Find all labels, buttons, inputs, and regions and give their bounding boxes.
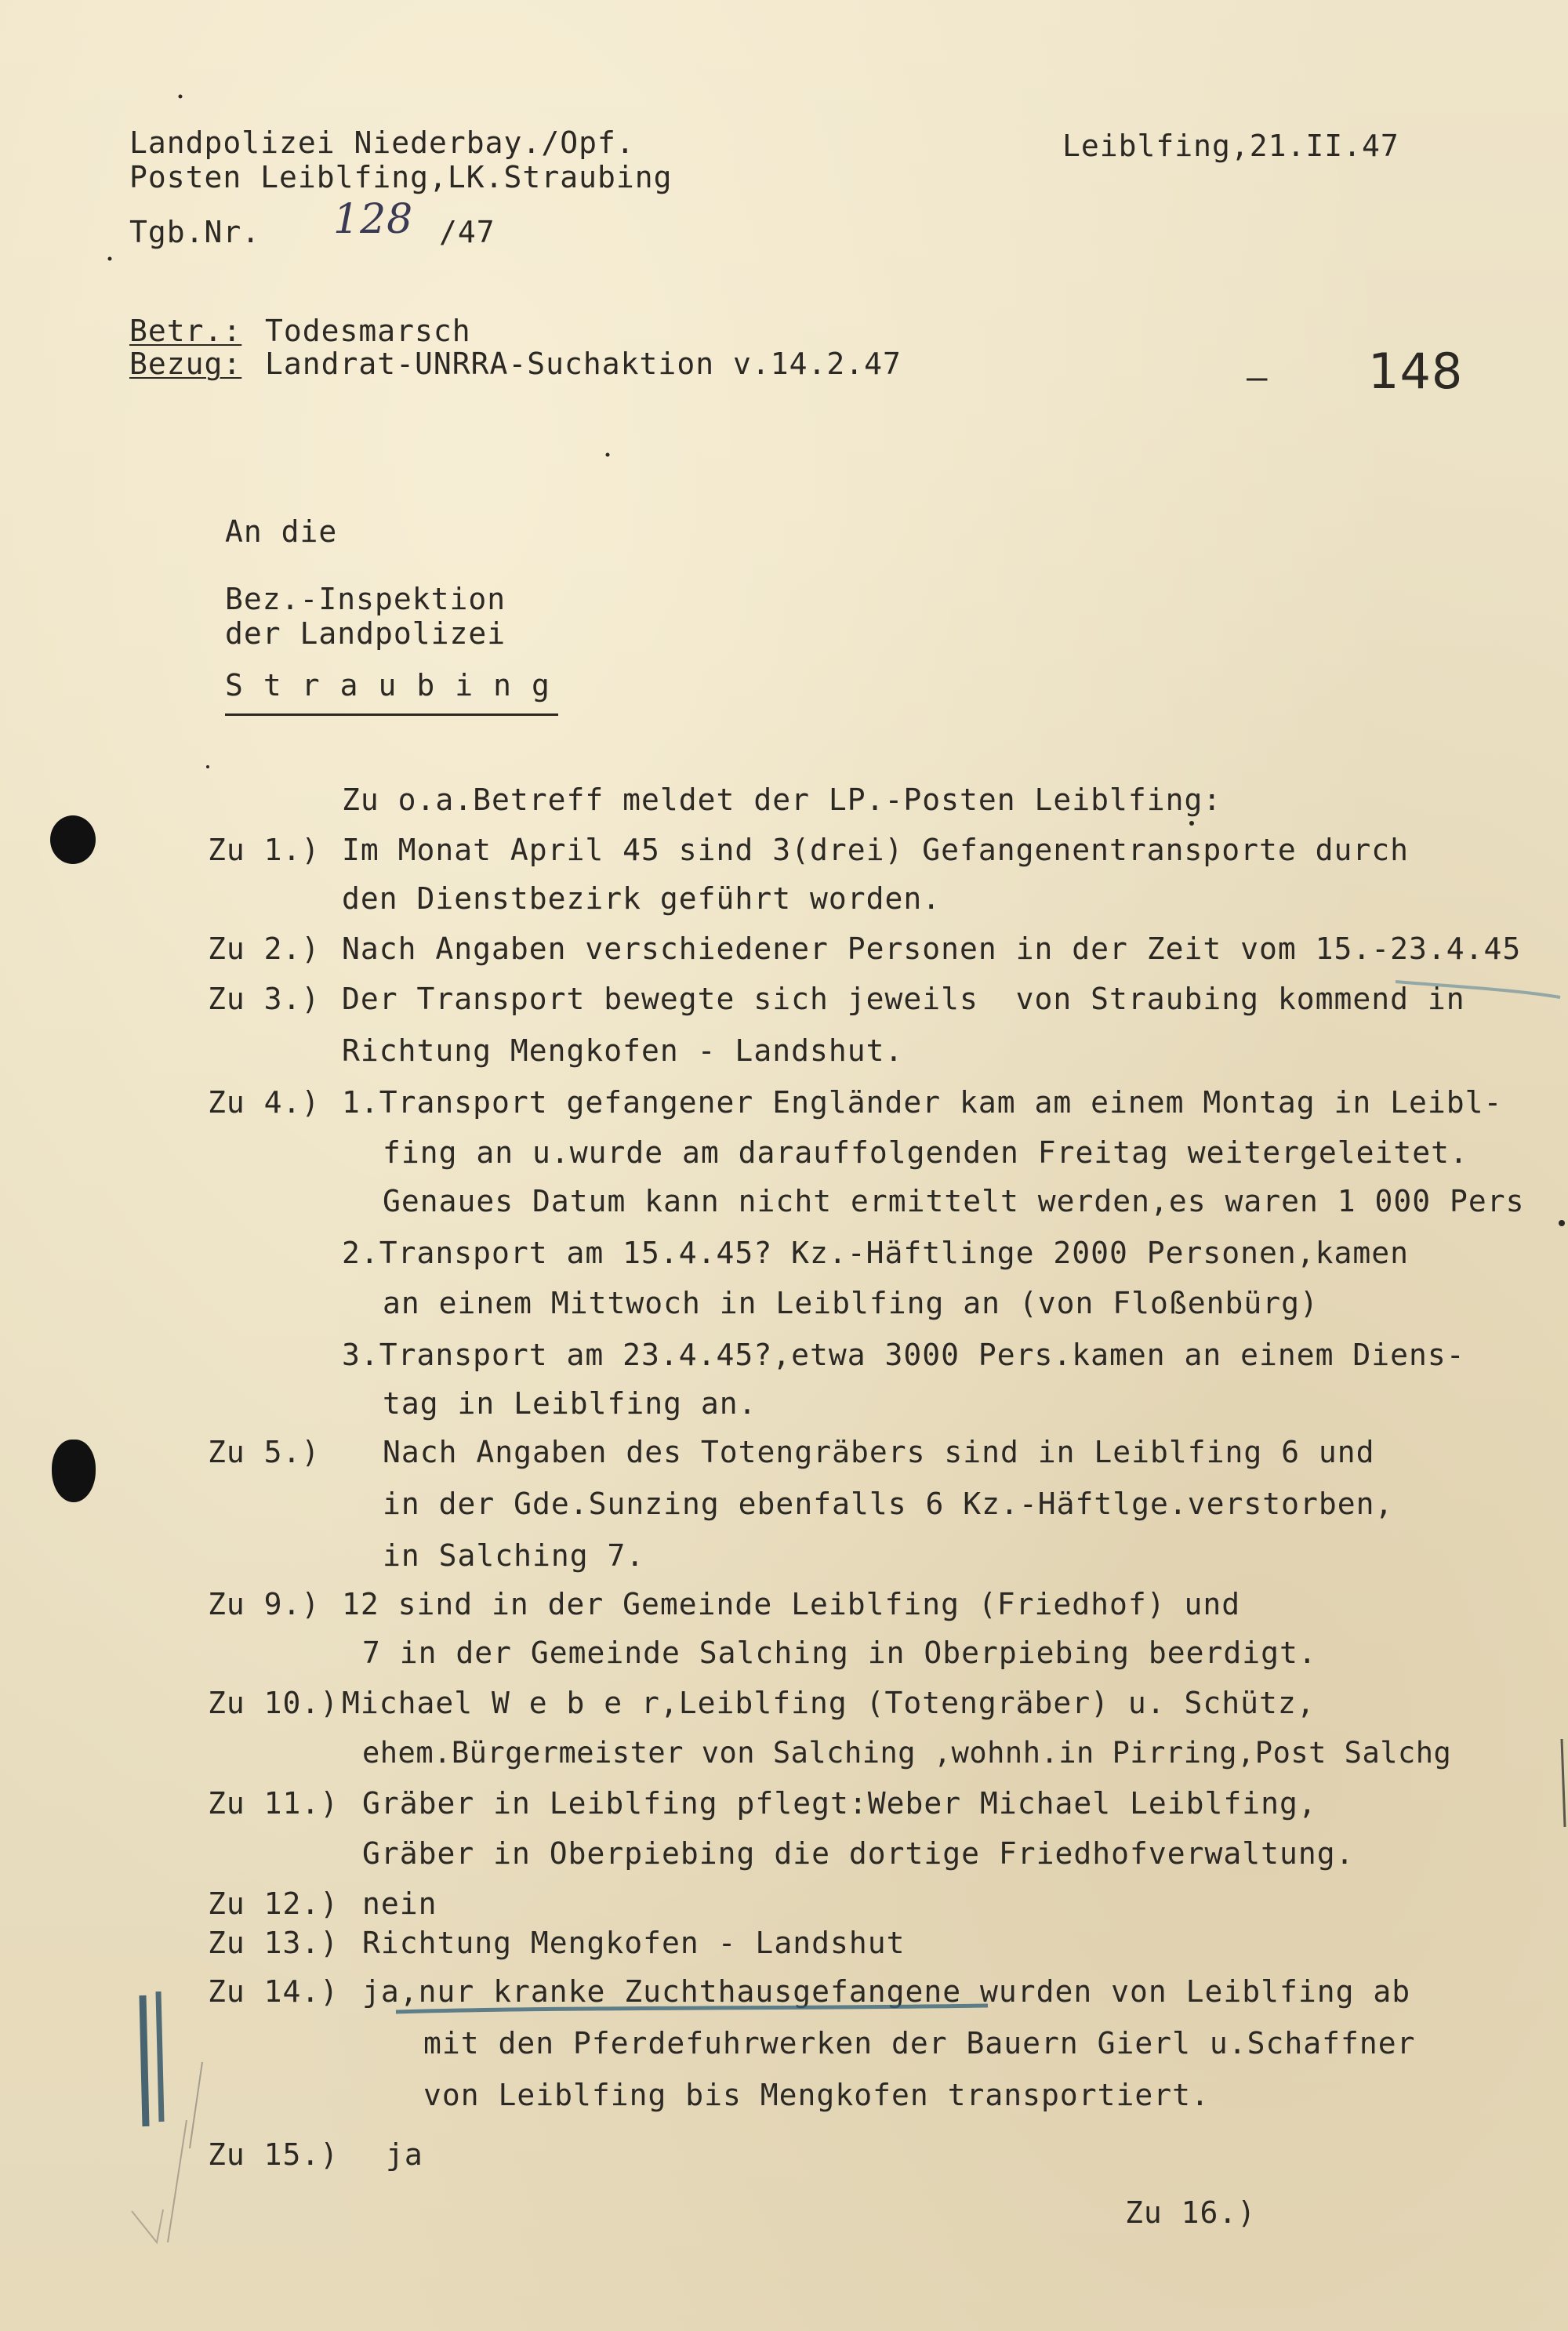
item-label: Zu 15.) (208, 2137, 339, 2172)
item-text: Michael W e b e r,Leiblfing (Totengräber) u. Schütz, (342, 1686, 1316, 1720)
sender-line-1: Landpolizei Niederbay./Opf. (129, 125, 635, 160)
footer-continuation: Zu 16.) (1125, 2195, 1257, 2230)
item-text: 7 in der Gemeinde Salching in Oberpiebing beerdigt. (362, 1636, 1317, 1670)
item-text: Nach Angaben verschiedener Personen in der Zeit vom 15.-23.4.45 (342, 931, 1522, 966)
item-text: fing an u.wurde am darauffolgenden Freitag weitergeleitet. (383, 1135, 1468, 1170)
item-text: Gräber in Oberpiebing die dortige Friedhofverwaltung. (362, 1836, 1355, 1871)
tgb-year: /47 (439, 215, 495, 249)
item-text: mit den Pferdefuhrwerken der Bauern Gierl u.Schaffner (423, 2026, 1416, 2061)
speck (179, 95, 183, 99)
tgb-label: Tgb.Nr. (129, 215, 261, 249)
item-text: Nach Angaben des Totengräbers sind in Leiblfing 6 und (383, 1435, 1375, 1469)
recipient-city: Straubing (225, 668, 570, 703)
bezug-text: Landrat-UNRRA-Suchaktion v.14.2.47 (265, 347, 902, 381)
item-text: Genaues Datum kann nicht ermittelt werden,es waren 1 000 Pers (383, 1184, 1525, 1218)
margin-bar (158, 1992, 162, 2122)
recipient-line-1: An die (225, 514, 338, 549)
item-text: ja,nur kranke Zuchthausgefangene wurden von Leiblfing ab (362, 1974, 1411, 2009)
betr-text: Todesmarsch (265, 314, 471, 348)
sender-line-2: Posten Leiblfing,LK.Straubing (129, 160, 673, 194)
page-number-dash: – (1247, 358, 1269, 398)
item-text: Richtung Mengkofen - Landshut (362, 1926, 906, 1960)
page-number: 148 (1368, 343, 1464, 400)
item-label: Zu 13.) (208, 1926, 339, 1960)
item-label: Zu 9.) (208, 1587, 321, 1621)
edge-mark (1562, 1739, 1565, 1827)
recipient-line-3: der Landpolizei (225, 616, 506, 651)
place-date: Leiblfing,21.II.47 (1062, 129, 1399, 163)
item-label: Zu 4.) (208, 1085, 321, 1120)
speck (1189, 821, 1194, 826)
item-text: Der Transport bewegte sich jeweils von Straubing kommend in (342, 982, 1465, 1016)
betr-label: Betr.: (129, 314, 242, 348)
margin-bar (143, 1995, 146, 2126)
item-text: ja (386, 2137, 423, 2172)
item-text: 3.Transport am 23.4.45?,etwa 3000 Pers.kamen an einem Diens- (342, 1338, 1465, 1372)
item-text: Gräber in Leiblfing pflegt:Weber Michael Leiblfing, (362, 1786, 1317, 1821)
pencil-underline (396, 2006, 988, 2012)
pencil-stroke (1396, 982, 1560, 997)
speck (1559, 1220, 1565, 1226)
item-label: Zu 14.) (208, 1974, 339, 2009)
item-text: Richtung Mengkofen - Landshut. (342, 1033, 904, 1068)
margin-line (168, 2120, 187, 2242)
item-text: Im Monat April 45 sind 3(drei) Gefangenentransporte durch (342, 833, 1410, 867)
item-label: Zu 10.) (208, 1686, 339, 1720)
speck (108, 257, 112, 261)
intro-text: Zu o.a.Betreff meldet der LP.-Posten Leiblfing: (342, 782, 1222, 817)
item-label: Zu 12.) (208, 1886, 339, 1921)
item-label: Zu 1.) (208, 833, 321, 867)
item-text: 1.Transport gefangener Engländer kam am einem Montag in Leibl- (342, 1085, 1503, 1120)
item-text: 2.Transport am 15.4.45? Kz.-Häftlinge 2000 Personen,kamen (342, 1236, 1410, 1270)
tgb-handwritten-number: 128 (333, 196, 414, 243)
bezug-label: Bezug: (129, 347, 242, 381)
item-label: Zu 2.) (208, 931, 321, 966)
item-text: in Salching 7. (383, 1538, 645, 1573)
item-text: den Dienstbezirk geführt worden. (342, 881, 942, 916)
item-label: Zu 3.) (208, 982, 321, 1016)
margin-line (190, 2062, 202, 2148)
item-text: 12 sind in der Gemeinde Leiblfing (Friedhof) und (342, 1587, 1241, 1621)
speck (206, 765, 209, 768)
item-text: in der Gde.Sunzing ebenfalls 6 Kz.-Häftlge.verstorben, (383, 1487, 1394, 1521)
item-text: nein (362, 1886, 437, 1921)
item-text: ehem.Bürgermeister von Salching ,wohnh.in Pirring,Post Salchg (362, 1736, 1452, 1770)
item-text: an einem Mittwoch in Leiblfing an (von Floßenbürg) (383, 1286, 1319, 1320)
speck (606, 453, 610, 457)
margin-check (132, 2209, 163, 2242)
recipient-line-2: Bez.-Inspektion (225, 582, 506, 616)
item-text: tag in Leiblfing an. (383, 1386, 757, 1421)
item-label: Zu 11.) (208, 1786, 339, 1821)
item-label: Zu 5.) (208, 1435, 321, 1469)
item-text: von Leiblfing bis Mengkofen transportiert. (423, 2078, 1210, 2112)
